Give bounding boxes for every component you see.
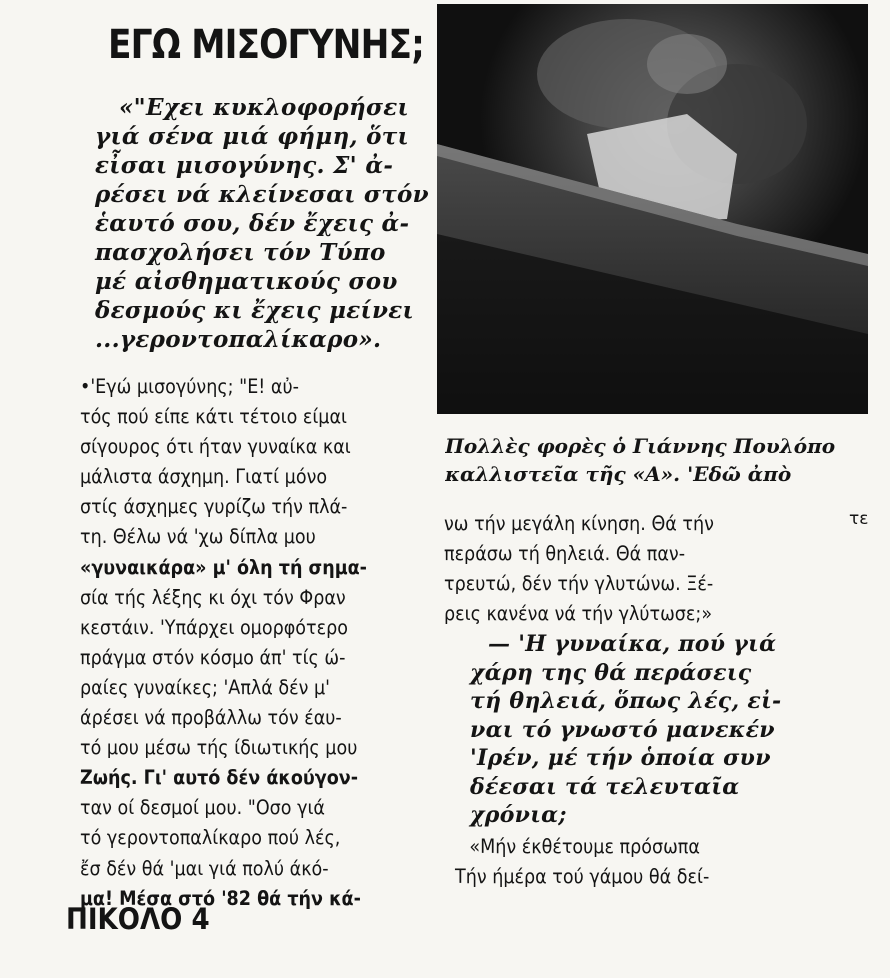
question-line: ρέσει νά κλείνεσαι στόν xyxy=(95,181,429,208)
caption-line: Πολλὲς φορὲς ὁ Γιάννης Πουλόπο xyxy=(445,434,836,458)
answer-line: μάλιστα άσχημη. Γιατί μόνο xyxy=(80,465,328,489)
answer-line: σία τής λέξης κι όχι τόν Φραν xyxy=(80,585,346,609)
answer-line: τη. Θέλω νά 'χω δίπλα μου xyxy=(80,525,316,549)
column-two-line: «Μήν έκθέτουμε πρόσωπα xyxy=(469,835,700,858)
question-line: μέ αἰσθηματικούς σου xyxy=(95,268,398,295)
interview-question xyxy=(95,93,429,354)
column-two-text xyxy=(444,509,714,629)
answer-line: ἔσ δέν θά 'μαι γιά πολύ άκό- xyxy=(80,856,329,880)
answer-line: τό μου μέσω τής ίδιωτικής μου xyxy=(80,736,358,760)
answer-line: μα! Μέσα στό '82 θά τήν κά- xyxy=(80,886,361,910)
question-line: ἑαυτό σου, δέν ἔχεις ἀ- xyxy=(95,210,410,237)
answer-line: ταν οί δεσμοί μου. "Οσο γιά xyxy=(80,796,325,820)
question-line: — 'Η γυναίκα, πού γιά xyxy=(488,631,777,657)
answer-line: στίς άσχημες γυρίζω τήν πλά- xyxy=(80,495,348,519)
photo-image xyxy=(437,4,868,414)
question-line: γιά σένα μιά φήμη, ὅτι xyxy=(95,123,409,150)
question-line: πασχολήσει τόν Τύπο xyxy=(95,239,386,266)
caption-line: καλλιστεῖα τῆς «Α». 'Εδῶ ἀπὸ xyxy=(445,462,792,486)
answer-line: πράγμα στόν κόσμο άπ' τίς ώ- xyxy=(80,645,346,669)
photo-caption xyxy=(445,432,875,488)
column-three-fragment: τε xyxy=(849,509,869,529)
answer-line: σίγουρος ότι ήταν γυναίκα και xyxy=(80,435,351,459)
question-line: χρόνια; xyxy=(470,802,567,828)
article-photo xyxy=(437,4,868,414)
column-two-line: περάσω τή θηλειά. Θά παν- xyxy=(444,542,686,566)
question-line: 'Ιρέν, μέ τήν ὁποία συν xyxy=(470,745,771,771)
question-line: «"Εχει κυκλοφορήσει xyxy=(119,94,409,121)
column-two-line: τρευτώ, δέν τήν γλυτώνω. Ξέ- xyxy=(444,572,714,596)
answer-line: ραίες γυναίκες; 'Απλά δέν μ' xyxy=(80,675,331,699)
answer-line: κεστάιν. 'Υπάρχει ομορφότερο xyxy=(80,615,348,639)
column-two-question xyxy=(470,630,781,830)
answer-line: Ζωής. Γι' αυτό δέν άκούγον- xyxy=(80,766,359,790)
column-two-line: νω τήν μεγάλη κίνηση. Θά τήν xyxy=(444,512,714,535)
question-line: ...γεροντοπαλίκαρο». xyxy=(95,326,382,353)
question-line: δέεσαι τά τελευταῖα xyxy=(470,773,740,800)
answer-line: «γυναικάρα» μ' όλη τή σημα- xyxy=(80,555,367,579)
column-two-line: ρεις κανένα νά τήν γλύτωσε;» xyxy=(444,602,713,626)
page-footer: ΠΙΚΟΛΟ 4 xyxy=(66,902,210,936)
question-line: χάρη της θά περάσεις xyxy=(470,659,752,686)
answer-line: τός πού είπε κάτι τέτοιο είμαι xyxy=(80,405,347,429)
column-two-tail xyxy=(455,832,709,892)
answer-line: άρέσει νά προβάλλω τόν έαυ- xyxy=(80,706,342,730)
question-line: ναι τό γνωστό μανεκέν xyxy=(470,716,775,743)
question-line: δεσμούς κι ἔχεις μείνει xyxy=(95,297,414,324)
question-line: εἶσαι μισογύνης. Σ' ἀ- xyxy=(95,152,394,179)
answer-line: τό γεροντοπαλίκαρο πού λές, xyxy=(80,826,341,850)
column-two-line: Τήν ήμέρα τού γάμου θά δεί- xyxy=(455,865,710,889)
question-line: τή θηλειά, ὅπως λές, εἰ- xyxy=(470,688,782,714)
article-headline: ΕΓΩ ΜΙΣΟΓΥΝΗΣ; xyxy=(108,22,425,68)
interview-answer xyxy=(80,372,367,914)
answer-line: •'Εγώ μισογύνης; "Ε! αὐ- xyxy=(80,375,299,398)
